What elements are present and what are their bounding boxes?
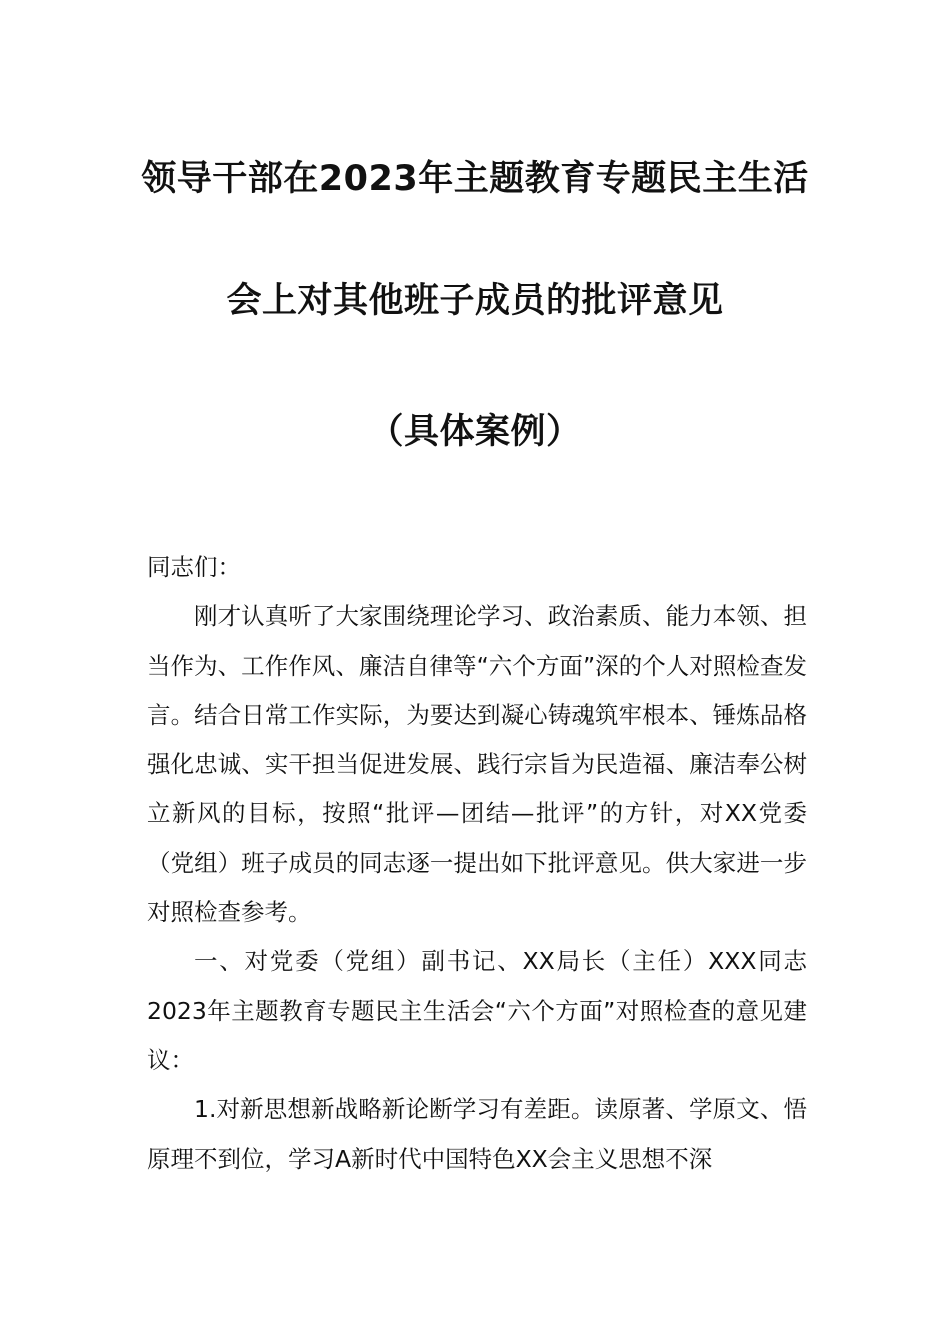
paragraph-intro: 刚才认真听了大家围绕理论学习、政治素质、能力本领、担当作为、工作作风、廉洁自律等“六个方面”深的个人对照检查发言。结合日常工作实际，为要达到凝心铸魂筑牢根本、锤炼品格强化忠诚、实干担当促进发展、践行宗旨为民造福、廉洁奉公树立新风的目标，按照“批评—团结—批评”的方针，对XX党委（党组）班子成员的同志逐一提出如下批评意见。供大家进一步对照检查参考。 [147,602,807,927]
title-line-3: （具体案例） [368,412,582,452]
document-body [147,543,807,1184]
salutation: 同志们： [147,553,241,581]
paragraph-section-1-heading: 一、对党委（党组）副书记、XX局长（主任）XXX同志2023年主题教育专题民主生活会“六个方面”对照检查的意见建议： [147,947,807,1074]
title-line-1: 领导干部在2023年主题教育专题民主生活 [141,159,809,199]
paragraph-item-1: 1.对新思想新战略新论断学习有差距。读原著、学原文、悟原理不到位，学习A新时代中国特色XX会主义思想不深 [147,1095,807,1173]
title-line-2: 会上对其他班子成员的批评意见 [226,281,724,321]
